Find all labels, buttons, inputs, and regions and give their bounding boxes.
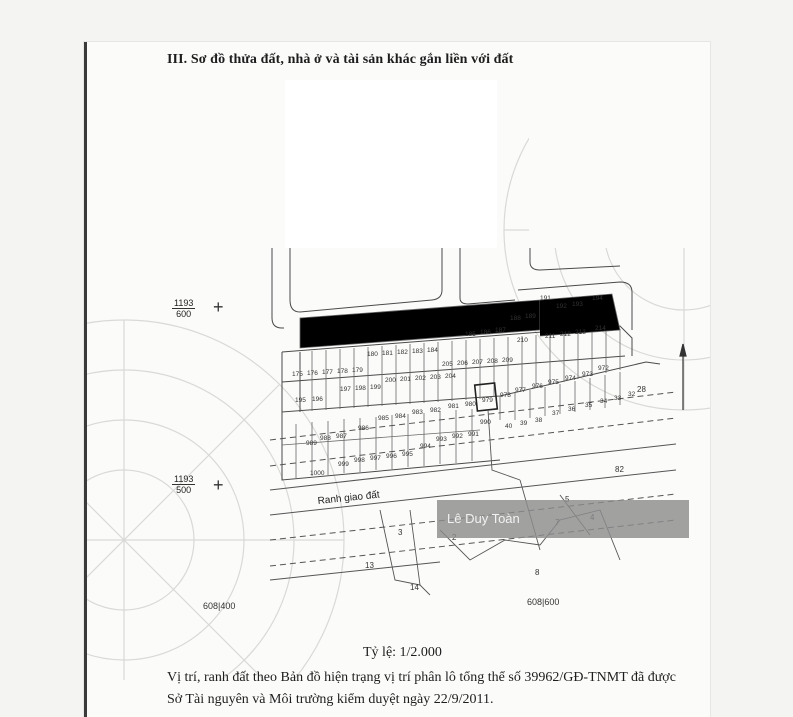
svg-text:988: 988 <box>320 435 331 442</box>
svg-text:34: 34 <box>600 398 608 405</box>
svg-text:194: 194 <box>592 295 603 302</box>
grid-marker-upper: 1193 600 <box>174 298 194 319</box>
svg-text:206: 206 <box>457 360 468 367</box>
svg-text:977: 977 <box>515 387 526 394</box>
svg-text:195: 195 <box>295 397 306 404</box>
svg-text:199: 199 <box>370 384 381 391</box>
svg-text:986: 986 <box>358 425 369 432</box>
svg-text:975: 975 <box>548 379 559 386</box>
svg-text:973: 973 <box>582 371 593 378</box>
svg-text:188: 188 <box>510 315 521 322</box>
svg-text:40: 40 <box>505 423 513 430</box>
svg-text:993: 993 <box>436 436 447 443</box>
svg-text:999: 999 <box>338 461 349 468</box>
svg-text:189: 189 <box>525 313 536 320</box>
crosshair-icon: + <box>213 475 224 495</box>
svg-text:38: 38 <box>535 417 543 424</box>
watermark-banner: Lê Duy Toàn <box>437 500 689 538</box>
svg-text:997: 997 <box>370 455 381 462</box>
svg-text:209: 209 <box>502 357 513 364</box>
svg-text:14: 14 <box>410 583 419 592</box>
svg-text:28: 28 <box>637 385 646 394</box>
svg-text:186: 186 <box>480 329 491 336</box>
svg-text:175: 175 <box>292 371 303 378</box>
svg-text:985: 985 <box>378 415 389 422</box>
coord-label-right: 608|600 <box>527 597 560 607</box>
svg-text:992: 992 <box>452 433 463 440</box>
svg-text:33: 33 <box>614 395 622 402</box>
svg-text:82: 82 <box>615 465 624 474</box>
note-line-1: Vị trí, ranh đất theo Bản đồ hiện trạng vị trí phân lô tổng thể số 39962/GĐ-TNMT đã được <box>167 670 676 685</box>
svg-text:203: 203 <box>430 374 441 381</box>
svg-text:996: 996 <box>386 453 397 460</box>
svg-text:207: 207 <box>472 359 483 366</box>
svg-text:37: 37 <box>552 410 560 417</box>
svg-text:972: 972 <box>598 365 609 372</box>
svg-text:176: 176 <box>307 370 318 377</box>
svg-text:211: 211 <box>545 333 556 340</box>
svg-text:36: 36 <box>568 406 576 413</box>
svg-text:191: 191 <box>540 295 551 302</box>
svg-text:192: 192 <box>556 303 567 310</box>
svg-text:187: 187 <box>495 327 506 334</box>
svg-text:987: 987 <box>336 433 347 440</box>
redacted-area <box>285 80 497 248</box>
svg-text:991: 991 <box>468 431 479 438</box>
svg-text:979: 979 <box>482 397 493 404</box>
coord-label-left: 608|400 <box>203 601 236 611</box>
svg-text:179: 179 <box>352 367 363 374</box>
svg-text:976: 976 <box>532 383 543 390</box>
svg-text:32: 32 <box>628 391 636 398</box>
svg-text:178: 178 <box>337 368 348 375</box>
svg-text:989: 989 <box>306 440 317 447</box>
svg-text:205: 205 <box>442 361 453 368</box>
svg-text:981: 981 <box>448 403 459 410</box>
svg-text:213: 213 <box>575 329 586 336</box>
svg-text:180: 180 <box>367 351 378 358</box>
svg-text:204: 204 <box>445 373 456 380</box>
note-line-2: Sở Tài nguyên và Môi trường kiểm duyệt ngày 22/9/2011. <box>167 692 494 707</box>
svg-text:990: 990 <box>480 419 491 426</box>
svg-text:193: 193 <box>572 301 583 308</box>
svg-text:182: 182 <box>397 349 408 356</box>
svg-text:183: 183 <box>412 348 423 355</box>
grid-marker-lower: 1193 500 <box>174 474 194 495</box>
svg-text:212: 212 <box>560 331 571 338</box>
svg-text:196: 196 <box>312 396 323 403</box>
svg-text:177: 177 <box>322 369 333 376</box>
svg-text:1000: 1000 <box>310 470 325 477</box>
svg-text:980: 980 <box>465 401 476 408</box>
redacted-area-right <box>529 42 710 248</box>
svg-text:201: 201 <box>400 376 411 383</box>
svg-text:198: 198 <box>355 385 366 392</box>
svg-text:995: 995 <box>402 451 413 458</box>
svg-text:185: 185 <box>465 331 476 338</box>
svg-text:3: 3 <box>398 528 403 537</box>
svg-text:994: 994 <box>420 443 431 450</box>
svg-text:8: 8 <box>535 568 540 577</box>
svg-text:974: 974 <box>565 375 576 382</box>
svg-text:998: 998 <box>354 457 365 464</box>
svg-text:202: 202 <box>415 375 426 382</box>
crosshair-icon: + <box>213 297 224 317</box>
svg-text:210: 210 <box>517 337 528 344</box>
svg-text:39: 39 <box>520 420 528 427</box>
svg-text:978: 978 <box>500 392 511 399</box>
svg-text:181: 181 <box>382 350 393 357</box>
svg-text:197: 197 <box>340 386 351 393</box>
svg-text:200: 200 <box>385 377 396 384</box>
section-heading: III. Sơ đồ thửa đất, nhà ở và tài sản khác gắn liền với đất <box>167 52 514 67</box>
svg-text:983: 983 <box>412 409 423 416</box>
svg-text:35: 35 <box>585 402 593 409</box>
svg-text:184: 184 <box>427 347 438 354</box>
map-scale: Tỷ lệ: 1/2.000 <box>363 645 442 660</box>
road-label: Ranh giao đất <box>317 489 381 507</box>
svg-text:13: 13 <box>365 561 374 570</box>
svg-text:208: 208 <box>487 358 498 365</box>
svg-text:982: 982 <box>430 407 441 414</box>
svg-text:214: 214 <box>595 325 606 332</box>
svg-text:984: 984 <box>395 413 406 420</box>
